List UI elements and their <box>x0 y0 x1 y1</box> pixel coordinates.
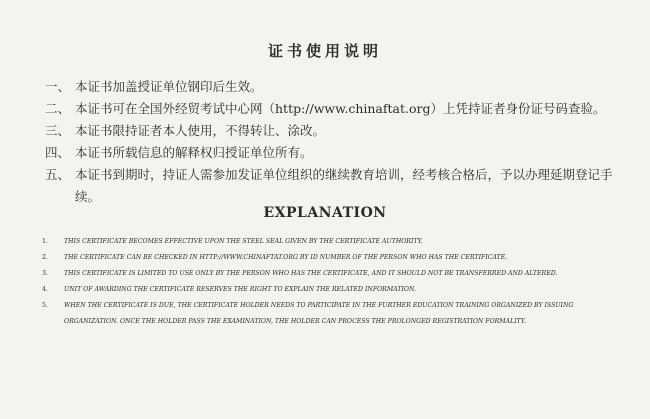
item-number: 5. <box>42 302 48 309</box>
list-item <box>45 142 630 164</box>
list-item <box>42 298 602 330</box>
list-item <box>45 120 630 142</box>
item-text: 本证书所载信息的解释权归授证单位所有。 <box>75 145 313 160</box>
list-item <box>42 266 602 282</box>
english-explanation-list <box>42 234 602 330</box>
item-number: 2. <box>42 254 48 261</box>
item-number: 三、 <box>45 123 71 138</box>
list-item <box>42 250 602 266</box>
list-item <box>45 164 630 208</box>
item-text: 本证书加盖授证单位钢印后生效。 <box>75 79 263 94</box>
item-text: 本证书到期时，持证人需参加发证单位组织的继续教育培训，经考核合格后，予以办理延期登记手续。 <box>75 167 613 204</box>
item-text: 本证书可在全国外经贸考试中心网（http://www.chinaftat.org）上凭持证者身份证号码查验。 <box>75 101 606 116</box>
item-number: 五、 <box>45 167 71 182</box>
item-number: 四、 <box>45 145 71 160</box>
chinese-instructions-list <box>45 76 630 208</box>
item-number: 1. <box>42 238 48 245</box>
chinese-title: 证书使用说明 <box>267 42 382 60</box>
item-number: 3. <box>42 270 48 277</box>
item-number: 4. <box>42 286 48 293</box>
list-item <box>45 98 630 120</box>
english-title: EXPLANATION <box>263 205 387 221</box>
item-number: 一、 <box>45 79 71 94</box>
list-item <box>45 76 630 98</box>
item-text: THIS CERTIFICATE IS LIMITED TO USE ONLY BY THE PERSON WHO HAS THE CERTIFICATE, AND IT SHOULD NOT BE TRANSFERRED AND ALTERED. <box>64 270 558 277</box>
list-item <box>42 282 602 298</box>
item-text: THE CERTIFICATE CAN BE CHECKED IN HTTP://WWW.CHINAFTAT.ORG BY ID NUMBER OF THE PERSON WHO HAS THE CERTIFICATE. <box>64 254 508 261</box>
item-text: WHEN THE CERTIFICATE IS DUE, THE CERTIFICATE HOLDER NEEDS TO PARTICIPATE IN THE FURTHER EDUCATION TRAINING ORGANIZED BY ISSUING ORGANIZATION. ONCE THE HOLDER PASS THE EXAMINATION, THE HOLDER CAN PROCESS THE PROLONGED REGISTRATION FORMALITY. <box>64 302 574 325</box>
item-text: UNIT OF AWARDING THE CERTIFICATE RESERVES THE RIGHT TO EXPLAIN THE RELATED INFORMATION. <box>64 286 416 293</box>
item-number: 二、 <box>45 101 71 116</box>
item-text: 本证书限持证者本人使用，不得转让、涂改。 <box>75 123 326 138</box>
list-item <box>42 234 602 250</box>
item-text: THIS CERTIFICATE BECOMES EFFECTIVE UPON THE STEEL SEAL GIVEN BY THE CERTIFICATE AUTHORITY. <box>64 238 423 245</box>
